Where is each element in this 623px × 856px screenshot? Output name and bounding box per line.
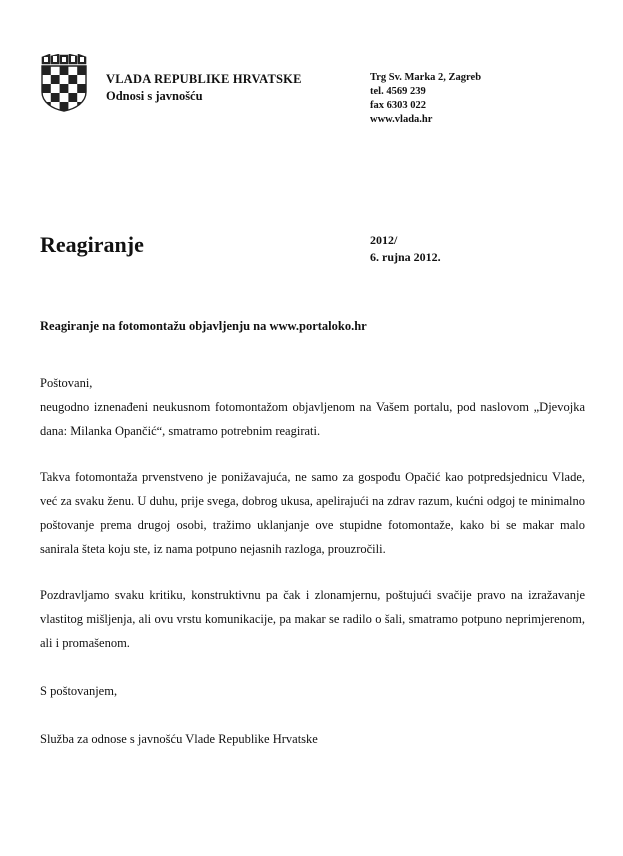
paragraph-1: neugodno iznenađeni neukusnom fotomontažom objavljenom na Vašem portalu, pod naslovom „Djevojka dana: Milanka Opančić“, smatramo potrebnim reagirati. <box>40 400 585 438</box>
letter-body <box>40 371 585 751</box>
organization-name: VLADA REPUBLIKE HRVATSKE <box>106 72 302 86</box>
salutation: Poštovani, <box>40 376 93 390</box>
document-date: 6. rujna 2012. <box>370 250 441 264</box>
letterhead-organization <box>106 71 302 105</box>
department-name: Odnosi s javnošću <box>106 89 203 103</box>
website: www.vlada.hr <box>370 114 433 125</box>
address: Trg Sv. Marka 2, Zagreb <box>370 72 482 83</box>
letterhead-contact <box>370 71 481 127</box>
reference-block <box>370 232 441 266</box>
closing: S poštovanjem, <box>40 684 118 698</box>
document-title: Reagiranje <box>40 232 144 257</box>
fax: fax 6303 022 <box>370 100 426 111</box>
subject-line: Reagiranje na fotomontažu objavljenju na www.portaloko.hr <box>40 319 367 333</box>
phone: tel. 4569 239 <box>370 86 426 97</box>
coat-of-arms-icon <box>40 54 88 112</box>
signature: Služba za odnose s javnošću Vlade Republike Hrvatske <box>40 732 318 746</box>
paragraph-3: Pozdravljamo svaku kritiku, konstruktivnu pa čak i zlonamjernu, poštujući svačije pravo na izražavanje vlastitog mišljenja, ali ovu vrstu komunikacije, pa makar se radilo o šali, smatramo potpuno neprimjerenom, ali i promašenom. <box>40 588 585 650</box>
reference-number: 2012/ <box>370 233 398 247</box>
paragraph-2: Takva fotomontaža prvenstveno je ponižavajuća, ne samo za gospođu Opačić kao potpredsjednicu Vlade, već za svaku ženu. U duhu, prije svega, dobrog ukusa, apelirajući na zdrav razum, kućni odgoj te minimalno poštovanje prema drugoj osobi, tražimo uklanjanje ove stupidne fotomontaže, kako bi se makar malo sanirala šteta koju ste, iz nama potpuno nejasnih razloga, prouzročili. <box>40 470 585 556</box>
